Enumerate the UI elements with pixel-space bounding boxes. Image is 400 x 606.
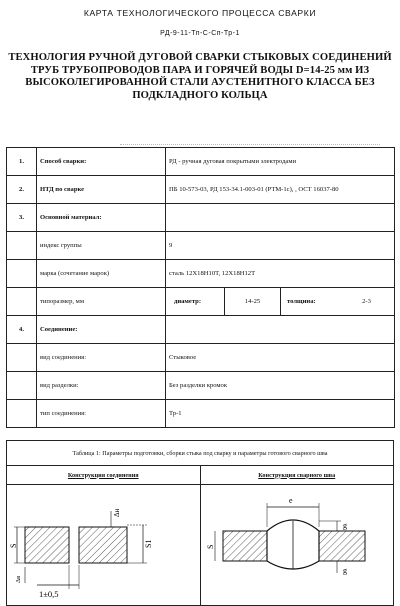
butt-joint-sketch <box>7 485 200 603</box>
row-label: типоразмер, мм <box>37 288 166 316</box>
row-value: Стыковое <box>166 344 395 372</box>
diameter-value: 14-25 <box>224 288 281 315</box>
row-value: сталь 12Х18Н10Т, 12Х18Н12Т <box>166 260 395 288</box>
row-label: вид соединения: <box>37 344 166 372</box>
diameter-label: диаметр: <box>174 298 202 305</box>
dim-g-bottom-label: g <box>342 566 347 575</box>
row-label: тип соединения: <box>37 400 166 428</box>
dim-gap-label: 1±0,5 <box>39 589 59 599</box>
row-value: ПБ 10-573-03, РД 153-34.1-003-01 (РТМ-1с), , ОСТ 16037-80 <box>166 176 395 204</box>
row-label: марка (сочетание марок) <box>37 260 166 288</box>
joint-design-drawing <box>7 485 201 606</box>
dim-dn-label: Δн <box>113 508 121 517</box>
row-label: Способ сварки: <box>37 148 166 176</box>
left-plate <box>25 527 69 563</box>
welding-parameters-table <box>6 147 395 428</box>
document-header <box>0 8 400 37</box>
column-header: Конструкция соединения <box>7 466 201 485</box>
table-row <box>7 288 395 316</box>
row-value: РД - ручная дуговая покрытыми электродами <box>166 148 395 176</box>
thickness-label: толщина: <box>287 298 316 305</box>
row-number: 4. <box>7 316 37 344</box>
table-row <box>7 260 395 288</box>
row-value <box>166 316 395 344</box>
row-value: Без разделки кромок <box>166 372 395 400</box>
card-title: КАРТА ТЕХНОЛОГИЧЕСКОГО ПРОЦЕССА СВАРКИ <box>83 8 317 18</box>
row-label: Основной материал: <box>37 204 166 232</box>
document-title: ТЕХНОЛОГИЯ РУЧНОЙ ДУГОВОЙ СВАРКИ СТЫКОВЫХ СОЕДИНЕНИЙ ТРУБ ТРУБОПРОВОДОВ ПАРА И ГОРЯЧЕЙ ВОДЫ D=14-25 мм ИЗ ВЫСОКОЛЕГИРОВАННОЙ СТАЛИ АУСТЕНИТНОГО КЛАССА БЕЗ ПОДКЛАДНОГО КОЛЬЦА <box>8 52 392 101</box>
table-caption: Таблица 1: Параметры подготовки, сборки стыка под сварку и параметры готового сварного шва <box>7 441 394 466</box>
dotted-separator <box>120 144 380 146</box>
left-plate <box>223 531 273 561</box>
dim-s1-label: S1 <box>144 539 153 548</box>
row-value: 9 <box>166 232 395 260</box>
row-label: индекс группы <box>37 232 166 260</box>
table-row <box>7 400 395 428</box>
row-label: НТД по сварке <box>37 176 166 204</box>
row-value: Тр-1 <box>166 400 395 428</box>
dim-g-label: g <box>342 521 347 530</box>
row-label: вид разделки: <box>37 372 166 400</box>
dim-dv-label: Δв <box>15 575 22 583</box>
row-number: 2. <box>7 176 37 204</box>
row-number: 1. <box>7 148 37 176</box>
dim-s-label: S <box>205 544 215 549</box>
table-row <box>7 148 395 176</box>
dim-s-label: S <box>9 543 18 548</box>
thickness-value: 2-3 <box>362 298 371 305</box>
row-value <box>166 204 395 232</box>
document-code: РД-9-11-Тп-С-Сп-Тр-1 <box>160 30 240 37</box>
weld-seam-sketch <box>201 485 394 603</box>
table-row <box>7 176 395 204</box>
row-number: 3. <box>7 204 37 232</box>
row-label: Соединение: <box>37 316 166 344</box>
table-row <box>7 316 395 344</box>
table-row <box>7 372 395 400</box>
table-row <box>7 204 395 232</box>
right-plate <box>79 527 127 563</box>
right-plate <box>313 531 365 561</box>
row-value <box>166 288 395 316</box>
column-header: Конструкция сварного шва <box>200 466 394 485</box>
weld-design-drawing <box>200 485 394 606</box>
table-row <box>7 344 395 372</box>
dim-e-label: e <box>288 496 293 505</box>
table-row <box>7 232 395 260</box>
joint-design-table <box>6 440 394 606</box>
